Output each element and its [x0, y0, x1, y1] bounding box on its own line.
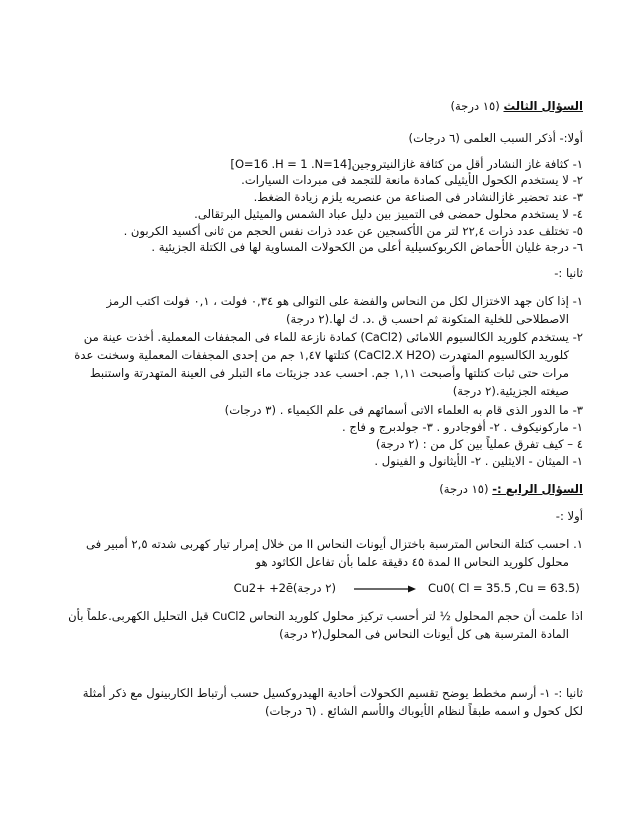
q4-part1-line: محلول كلوريد النحاس II لمدة ٤٥ دقيقة علما بأن تفاعل الكاثود هو	[255, 555, 569, 569]
q3-part2-line: ١- إذا كان جهد الاختزال لكل من النحاس والفضة على التوالى هو ٠,٣٤ فولت ، ٠,١ فولت اكتب الرمز	[106, 294, 583, 308]
equation-reactant: (٢ درجة)Cu2+ +2ē	[233, 581, 336, 595]
q4-part2-line: لكل كحول و اسمه طبقاً لنظام الأيوباك والأسم الشائع . (٦ درجات)	[264, 704, 583, 718]
q3-part1-item: ٦- درجة غليان الأحماض الكربوكسيلية أعلى من الكحولات المساوية لها فى الكتلة الجزيئية .	[151, 240, 583, 254]
q3-part2-line: الاصطلاحى للخلية المتكونة ثم احسب ق .د. ك لها.(٢ درجة)	[286, 312, 569, 326]
q3-part2-line: كلوريد الكالسيوم المتهدرت (CaCl2.X H2O) كتلتها ١,٤٧ جم من إحدى المجففات المعملية وسخنت عدة	[74, 348, 569, 362]
q3-part1-item: ١- كثافة غاز النشادر أقل من كثافة غازالنيتروجين[O=16 .H = 1 .N=14]	[230, 157, 583, 171]
q3-title: السؤال الثالث	[503, 99, 583, 113]
q3-marks: (١٥ درجة)	[450, 99, 500, 113]
q3-part1-item: ٣- عند تحضير غازالنشادر فى الصناعة من عنصريه يلزم زيادة الضغط.	[253, 190, 583, 204]
q3-part1-title: أولا:- أذكر السبب العلمى (٦ درجات)	[408, 131, 583, 145]
q4-part1-line: ١. احسب كتلة النحاس المترسبة باختزال أيونات النحاس II من خلال إمرار تيار كهربى شدته ٢,٥ أمبير فى	[86, 537, 583, 551]
q3-part2-line: مرات حتى ثبات كتلتها وأصبحت ١,١١ جم. احسب عدد جزيئات ماء التبلر فى العينة المتهدرتة واستنبط	[89, 366, 569, 380]
q3-part2-line: ٢- يستخدم كلوريد الكالسيوم اللامائى (CaCl2) كمادة نازعة للماء فى المجففات المعملية. أخذت عينة من	[83, 330, 583, 344]
q3-part2-title: ثانيا :-	[554, 266, 583, 280]
q4-part1-title: أولا :-	[555, 509, 583, 523]
q4-part1-line: اذا علمت أن حجم المحلول ½ لتر أحسب تركيز محلول كلوريد النحاس CuCl2 قبل التحليل الكهربى.علماً بأن	[68, 609, 583, 623]
q4-marks: (١٥ درجة)	[439, 482, 489, 496]
q3-part1-item: ٤- لا يستخدم محلول حمضى فى التمييز بين دليل عباد الشمس والميثيل البرتقالى.	[194, 207, 583, 221]
equation-product: Cu0( Cl = 35.5 ,Cu = 63.5)	[428, 581, 580, 595]
q3-part2-line: ٤ – كيف تفرق عملياً بين كل من : (٢ درجة)	[375, 437, 583, 451]
reaction-arrow	[354, 585, 416, 593]
q3-part2-line: ١- ماركونيكوف . ٢- أفوجادرو . ٣- جولدبرج و فاج .	[341, 420, 583, 434]
q3-header	[450, 99, 583, 113]
q3-part2-line: ١- الميثان - الايثلين . ٢- الأيثانول و الفينول .	[374, 454, 583, 468]
q4-title: السؤال الرابع :-	[492, 482, 583, 496]
q3-part2-line: ٣- ما الدور الذى قام به العلماء الاتى أسمائهم فى علم الكيمياء . (٣ درجات)	[224, 403, 583, 417]
q4-part2-line: ثانيا :- ١- أرسم مخطط يوضح تقسيم الكحولات أحادية الهيدروكسيل حسب أرتباط الكاربينول مع ذكر أمثلة	[82, 686, 583, 700]
q4-part1-line: المادة المترسبة هى كل أيونات النحاس فى المحلول(٢ درجة)	[279, 627, 569, 641]
q3-part1-item: ٥- تختلف عدد ذرات ٢٢,٤ لتر من الأكسجين عن عدد ذرات نفس الحجم من ثانى أكسيد الكربون .	[123, 224, 583, 238]
q3-part2-line: صيغته الجزيئية.(٢ درجة)	[452, 384, 569, 398]
q3-part1-item: ٢- لا يستخدم الكحول الأيثيلى كمادة مانعة للتجمد فى مبردات السيارات.	[241, 173, 583, 187]
q4-header	[439, 482, 583, 496]
